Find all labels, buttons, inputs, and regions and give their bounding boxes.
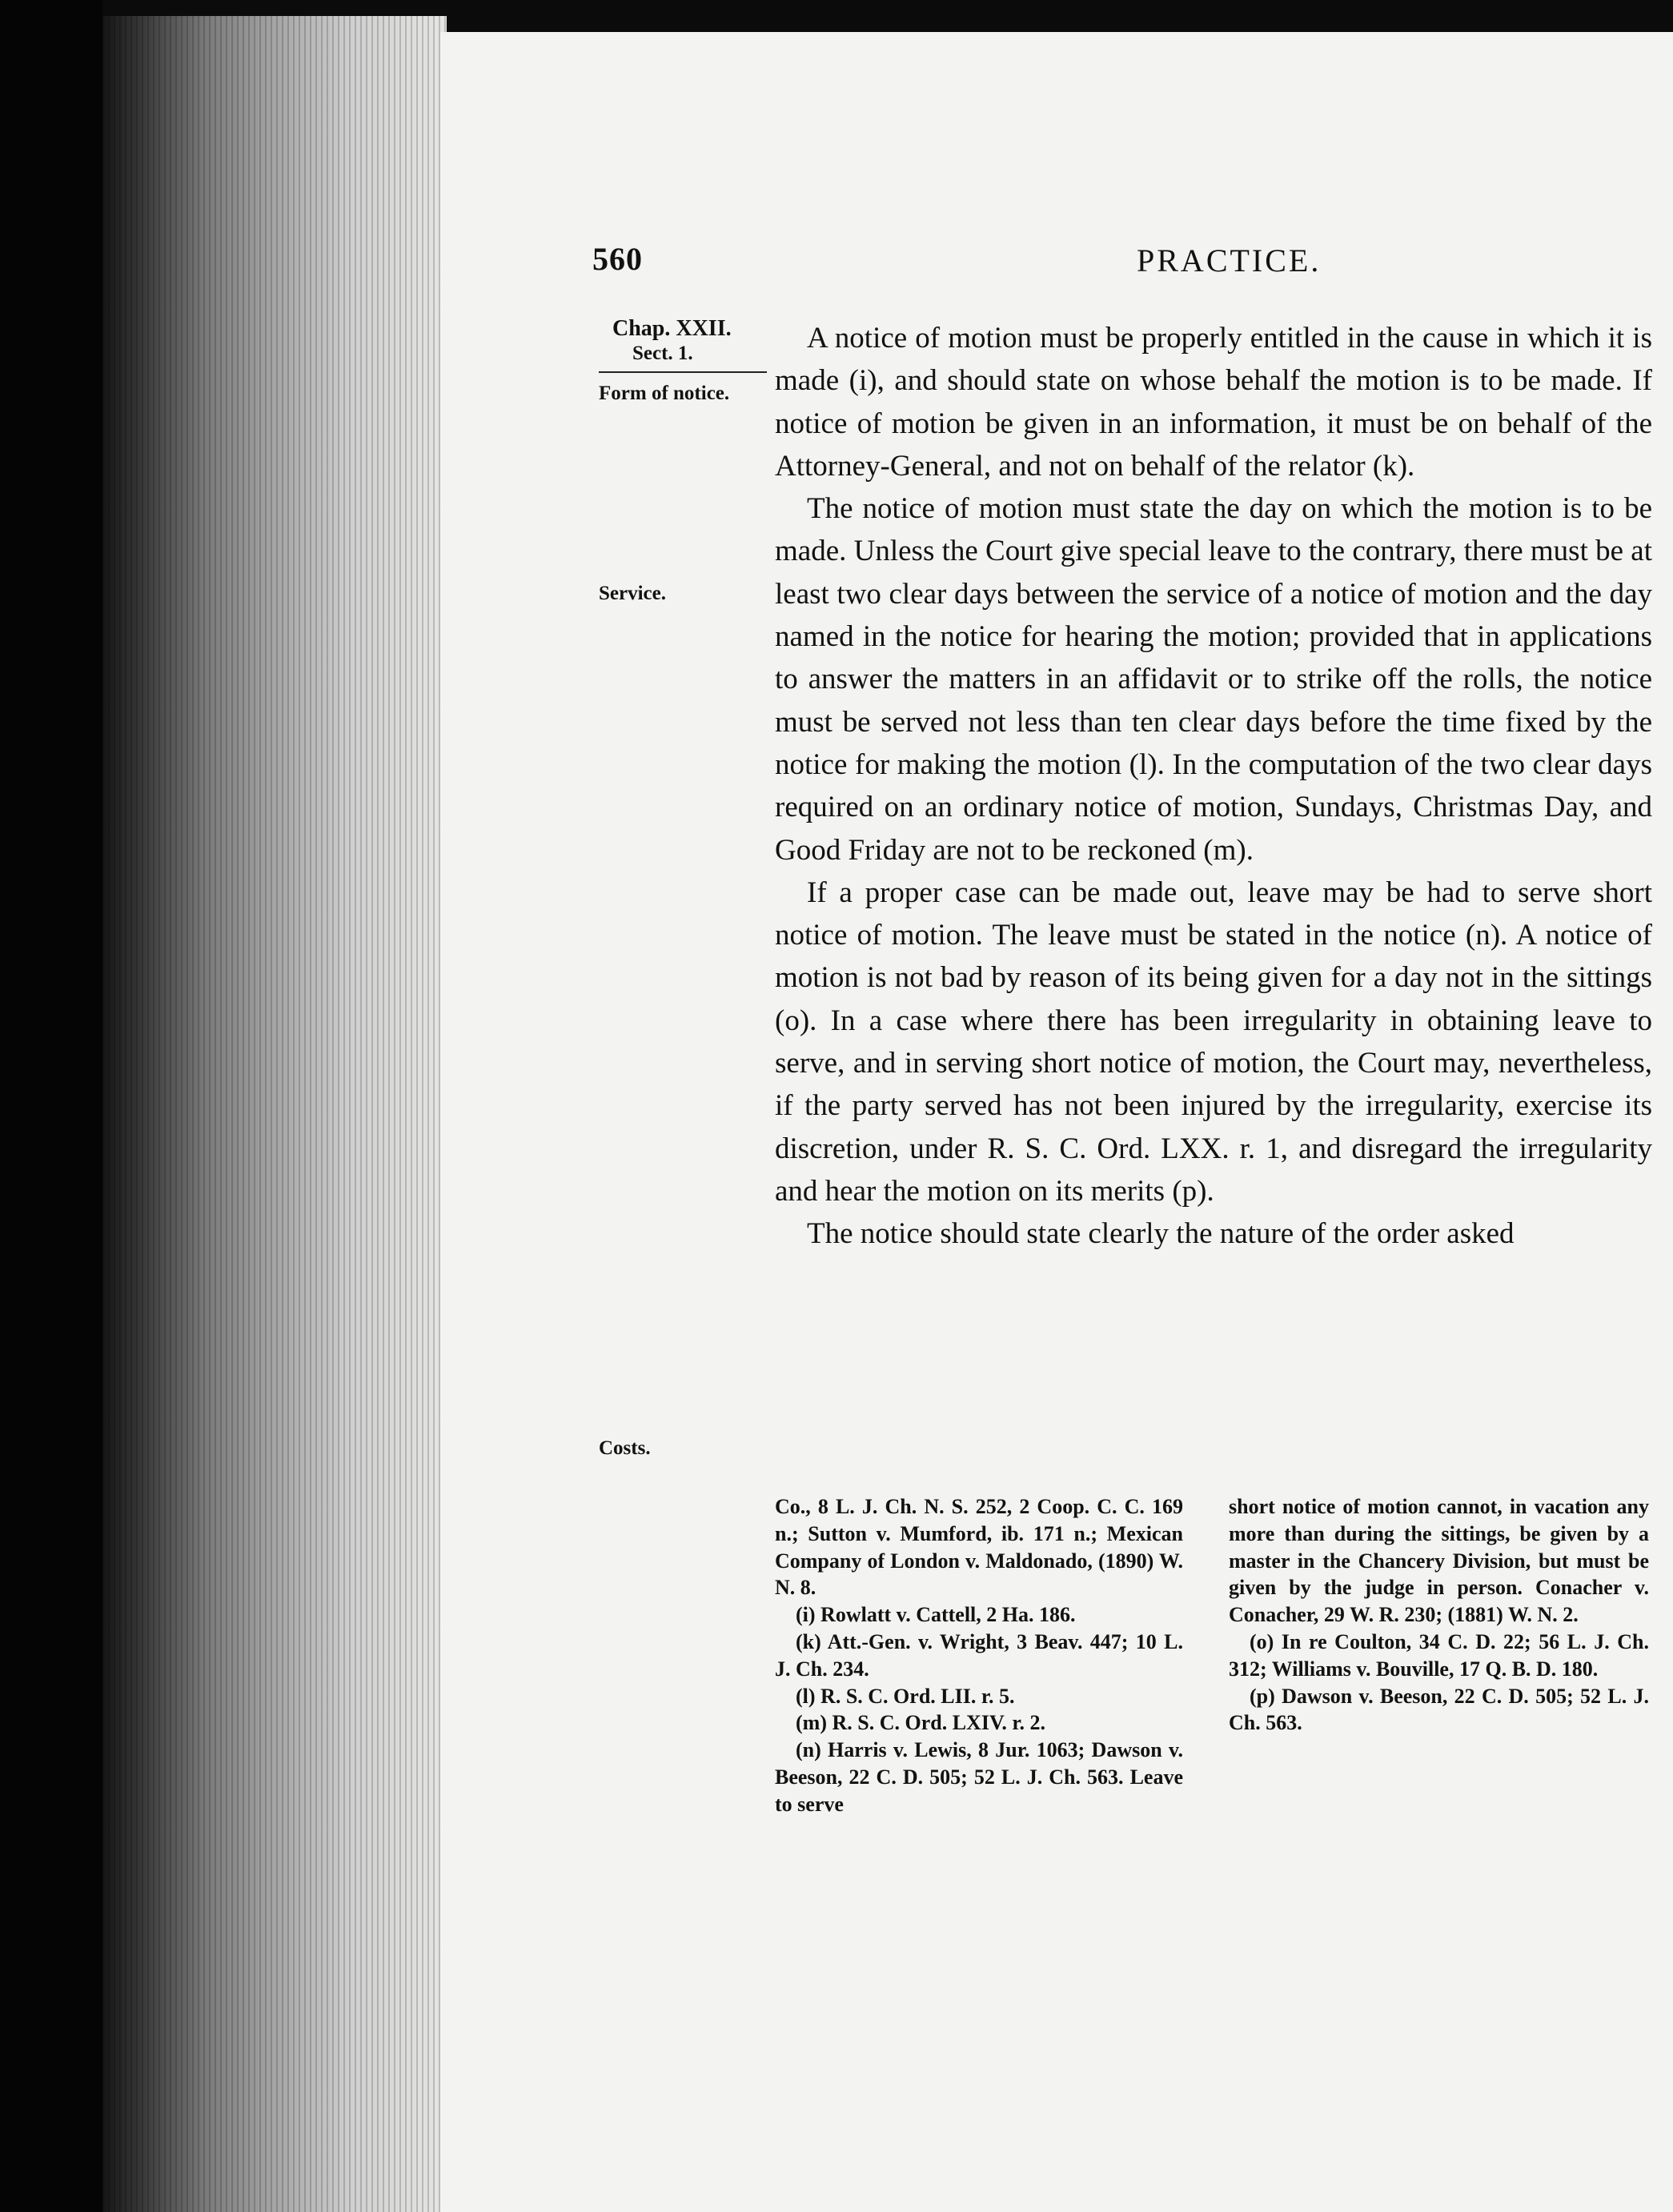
main-text bbox=[775, 317, 1652, 1256]
running-head: PRACTICE. bbox=[1137, 242, 1322, 279]
page-number: 560 bbox=[592, 241, 643, 277]
footnote: (n) Harris v. Lewis, 8 Jur. 1063; Dawson v. Beeson, 22 C. D. 505; 52 L. J. Ch. 563. Leave to serve bbox=[775, 1738, 1183, 1816]
paragraph: If a proper case can be made out, leave may be had to serve short notice of motion. The leave must be stated in the notice (n). A notice of motion is not bad by reason of its being given for a day not in the sittings (o). In a case where there has been irregularity in obtaining leave to serve, and in serving short notice of motion, the Court may, nevertheless, if the party served has not been injured by the irregularity, exercise its discretion, under R. S. C. Ord. LXX. r. 1, and disregard the irregularity and hear the motion on its merits (p). bbox=[775, 876, 1652, 1208]
paragraph: The notice of motion must state the day on which the motion is to be made. Unless the Court give special leave to the contrary, there must be at least two clear days between the service of a notice of motion and the day named in the notice for hearing the motion; provided that in applications to answer the matters in an affidavit or to strike off the rolls, the notice must be served not less than ten clear days before the time fixed by the notice for making the motion (l). In the computation of the two clear days required on an ordinary notice of motion, Sundays, Christmas Day, and Good Friday are not to be reckoned (m). bbox=[775, 492, 1652, 867]
margin-rule bbox=[599, 371, 767, 373]
footnote: (i) Rowlatt v. Cattell, 2 Ha. 186. bbox=[796, 1603, 1076, 1627]
footnote: (o) In re Coulton, 34 C. D. 22; 56 L. J. Ch. 312; Williams v. Bouville, 17 Q. B. D. 180. bbox=[1229, 1629, 1649, 1681]
margin-note-service: Service. bbox=[599, 583, 666, 604]
paragraph: The notice should state clearly the nature of the order asked bbox=[807, 1217, 1515, 1251]
footnotes-right-column bbox=[1229, 1493, 1649, 1737]
footnote: Co., 8 L. J. Ch. N. S. 252, 2 Coop. C. C. 169 n.; Sutton v. Mumford, ib. 171 n.; Mexican Company of London v. Maldonado, (1890) W. N. 8. bbox=[775, 1495, 1183, 1600]
footnotes-left-column bbox=[775, 1493, 1183, 1818]
footnote: (l) R. S. C. Ord. LII. r. 5. bbox=[796, 1684, 1015, 1708]
margin-note-section: Sect. 1. bbox=[632, 343, 693, 364]
footnote: (k) Att.-Gen. v. Wright, 3 Beav. 447; 10 L. J. Ch. 234. bbox=[775, 1629, 1183, 1681]
margin-note-chapter: Chap. XXII. bbox=[612, 316, 732, 341]
margin-note-costs: Costs. bbox=[599, 1437, 651, 1459]
footnote: (p) Dawson v. Beeson, 22 C. D. 505; 52 L. J. Ch. 563. bbox=[1229, 1684, 1649, 1735]
footnote: (m) R. S. C. Ord. LXIV. r. 2. bbox=[796, 1711, 1046, 1735]
margin-note-form-of-notice: Form of notice. bbox=[599, 383, 730, 404]
footnote: short notice of motion cannot, in vacation any more than during the sittings, be given by a master in the Chancery Division, but must be given by the judge in person. Conacher v. Conacher, 29 W. R. 230; (1881) W. N. 2. bbox=[1229, 1495, 1649, 1627]
scan-left-border bbox=[0, 0, 102, 2212]
paragraph: A notice of motion must be properly entitled in the cause in which it is made (i), and should state on whose behalf the motion is to be made. If notice of motion be given in an information, it must be on behalf of the Attorney-General, and not on behalf of the relator (k). bbox=[775, 322, 1652, 483]
book-page-edges bbox=[102, 16, 447, 2212]
